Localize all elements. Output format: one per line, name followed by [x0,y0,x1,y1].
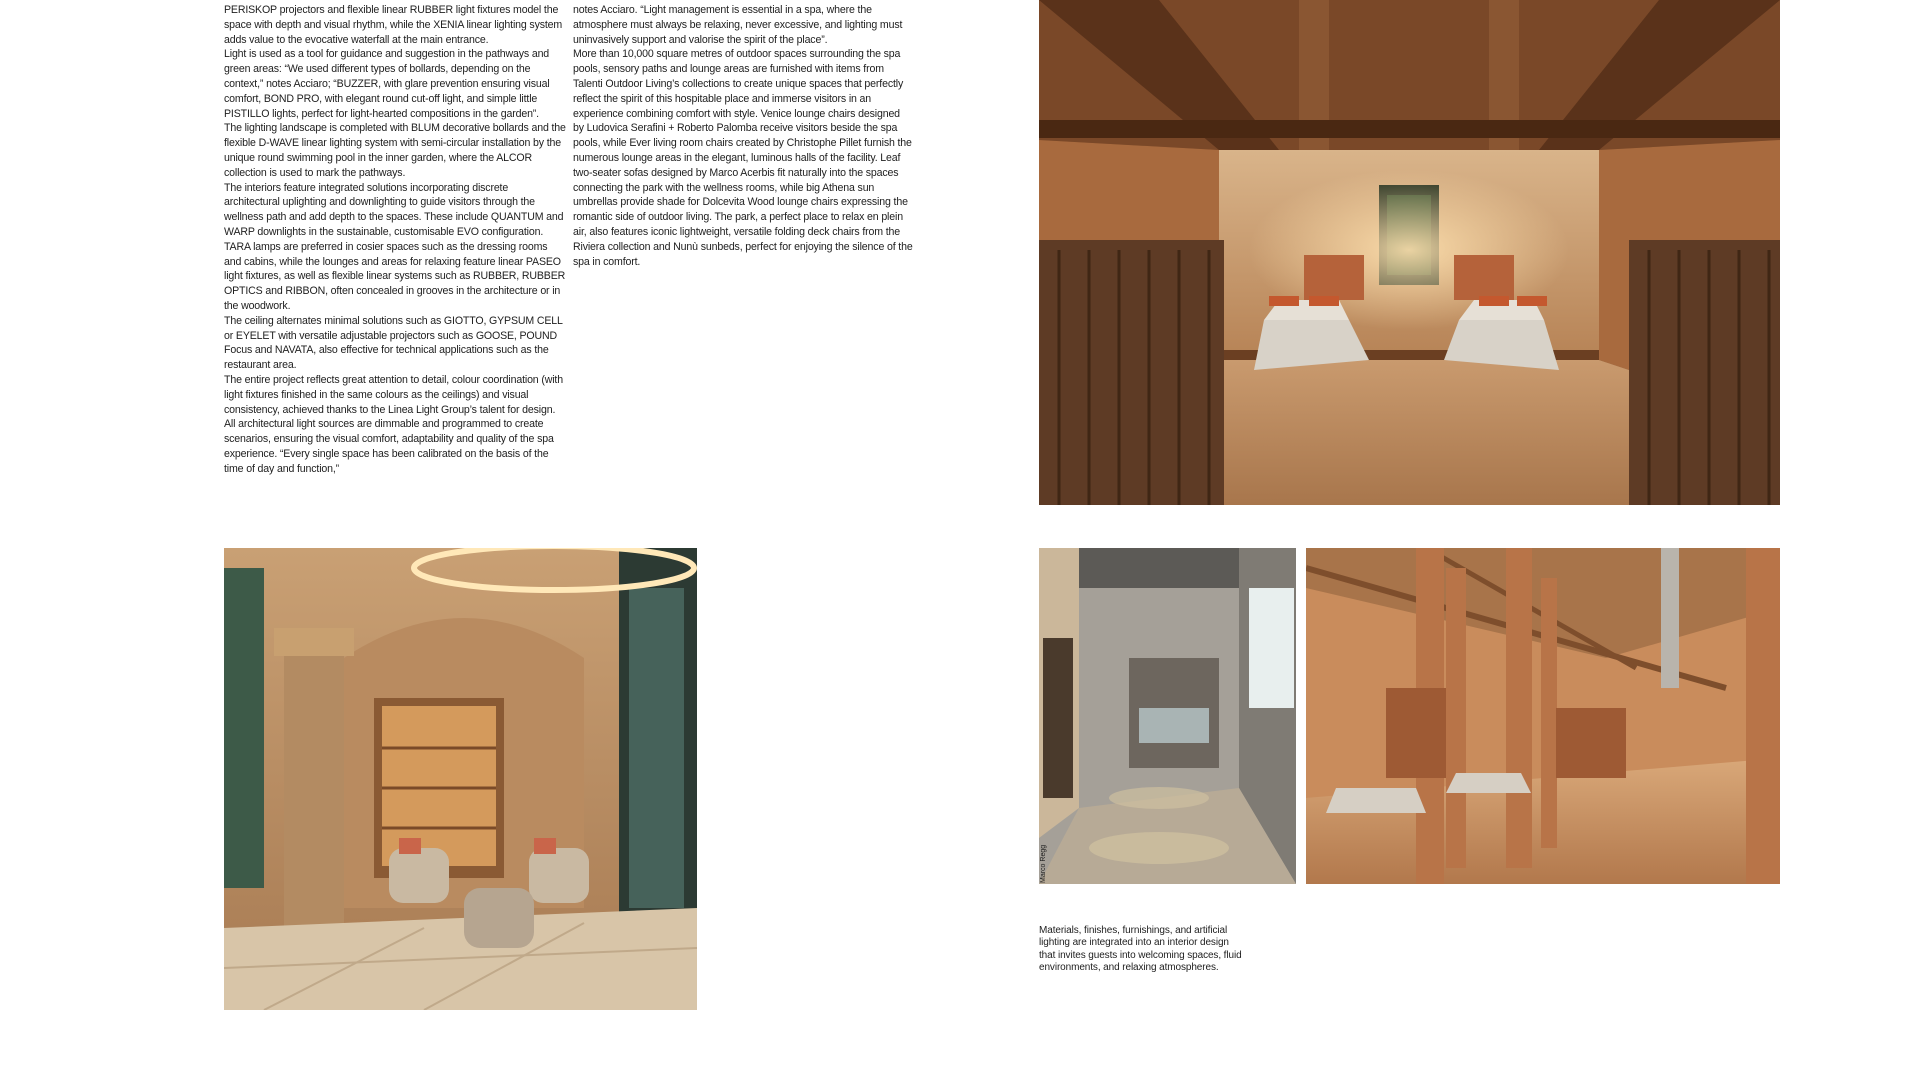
paragraph: More than 10,000 square metres of outdoor spaces surrounding the spa pools, sensory paths and lounge areas are furnished with items from Talenti Outdoor Living’s collections to create unique spaces that perfectly reflect the spirit of this hospitable place and immerse visitors in an experience combining comfort with style. Venice lounge chairs designed by Ludovica Serafini + Roberto Palomba receive visitors beside the spa pools, while Ever living room chairs created by Christophe Pillet furnish the numerous lounge areas in the elegant, luminous halls of the facility. Leaf two-seater sofas designed by Marco Acerbis fit naturally into the spaces connecting the park with the wellness rooms, while big Athena sun umbrellas provide shade for Dolcevita Wood lounge chairs expressing the romantic side of outdoor living. The park, a perfect place to relax en plein air, also features iconic lightweight, versatile folding deck chairs from the Riviera collection and Nunù sunbeds, perfect for enjoying the silence of the spa in comfort. [573,48,913,268]
paragraph: The interiors feature integrated solutions incorporating discrete architectural uplighting and downlighting to guide visitors through the wellness path and add depth to the spaces. These include QUANTUM and WARP downlights in the sustainable, customisable EVO configuration. TARA lamps are preferred in cosier spaces such as the dressing rooms and cabins, while the lounges and areas for relaxing feature linear PASEO light fixtures, as well as flexible linear systems such as RUBBER, RUBBER OPTICS and RIBBON, often concealed in grooves in the architecture or in the woodwork. [224,181,566,312]
paragraph: The entire project reflects great attention to detail, colour coordination (with light fixtures finished in the same colours as the ceilings) and visual consistency, achieved thanks to the Linea Light Group’s talent for design. All architectural light sources are dimmable and programmed to create scenarios, ensuring the visual comfort, adaptability and quality of the spa experience. “Every single space has been calibrated on the basis of the time of day and function,” [224,373,563,475]
photo-lounge-armchairs [224,548,697,1010]
photo-corridor-pool [1039,548,1296,884]
paragraph: The lighting landscape is completed with BLUM decorative bollards and the flexible D-WAVE linear lighting system with semi-circular installation by the unique round swimming pool in the inner garden, where the ALCOR collection is used to mark the pathways. [224,122,566,179]
paragraph: PERISKOP projectors and flexible linear RUBBER light fixtures model the space with depth and visual rhythm, while the XENIA linear lighting system adds value to the evocative waterfall at the main entrance. [224,4,563,46]
photo-wooden-cabins [1306,548,1780,884]
photo-relaxation-room [1039,0,1780,505]
article-column-1 [224,3,566,477]
paragraph: Light is used as a tool for guidance and suggestion in the pathways and green areas: “We used different types of bollards, depending on the context,” notes Acciaro; “BUZZER, with glare prevention ensuring visual comfort, BOND PRO, with elegant round cut-off light, and simple little PISTILLO lights, perfect for light-hearted compositions in the garden”. [224,48,550,120]
article-column-2 [573,3,913,269]
photo-credit: Marco Regg [1040,844,1047,883]
paragraph: The ceiling alternates minimal solutions such as GIOTTO, GYPSUM CELL or EYELET with versatile adjustable projectors such as GOOSE, POUND Focus and NAVATA, also effective for technical applications such as the restaurant area. [224,314,563,372]
photo-caption: Materials, finishes, furnishings, and artificial lighting are integrated into an interior design that invites guests into welcoming spaces, fluid environments, and relaxing atmospheres. [1039,925,1242,974]
paragraph: notes Acciaro. “Light management is essential in a spa, where the atmosphere must always be relaxing, never excessive, and lighting must uninvasively support and valorise the spirit of the place”. [573,4,903,46]
